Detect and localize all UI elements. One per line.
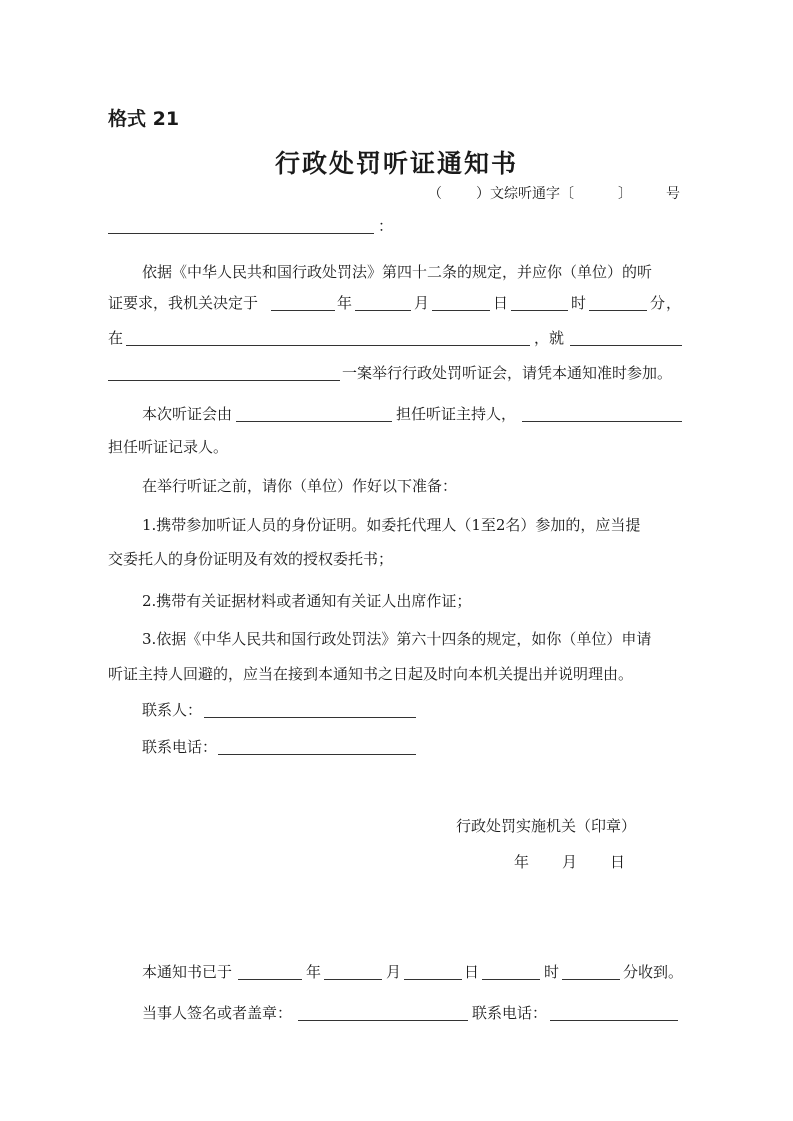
- party-signature-label: 当事人签名或者盖章：: [142, 1004, 293, 1022]
- paragraph-2-prefix: 本次听证会由: [142, 405, 233, 423]
- unit-month: 月: [414, 294, 430, 312]
- hearing-year-blank[interactable]: [271, 310, 335, 311]
- receipt-hour-blank[interactable]: [482, 979, 540, 980]
- paragraph-2-line-2: 担任听证记录人。: [108, 438, 229, 456]
- hearing-location-blank[interactable]: [126, 345, 530, 346]
- receipt-unit-month: 月: [386, 963, 402, 981]
- phone-label: 联系电话：: [142, 738, 218, 756]
- unit-day: 日: [493, 294, 509, 312]
- receipt-unit-year: 年: [306, 963, 322, 981]
- party-signature-blank[interactable]: [298, 1020, 468, 1021]
- doc-number-type: ）文综听通字〔: [476, 186, 574, 202]
- paragraph-1-line-3-prefix: 在: [108, 329, 124, 347]
- receipt-prefix: 本通知书已于: [142, 963, 233, 981]
- recorder-name-blank[interactable]: [522, 421, 682, 422]
- hearing-month-blank[interactable]: [355, 310, 411, 311]
- paragraph-1-line-1: 依据《中华人民共和国行政处罚法》第四十二条的规定，并应你（单位）的听: [142, 263, 653, 281]
- receipt-unit-hour: 时: [544, 963, 560, 981]
- authority-seal: 行政处罚实施机关（印章）: [456, 817, 637, 835]
- receipt-minute-blank[interactable]: [562, 979, 620, 980]
- hearing-day-blank[interactable]: [432, 310, 490, 311]
- contact-blank[interactable]: [204, 717, 416, 718]
- signature-month: 月: [562, 853, 578, 871]
- phone-blank[interactable]: [218, 754, 416, 755]
- receipt-unit-day: 日: [464, 963, 480, 981]
- host-name-blank[interactable]: [236, 421, 392, 422]
- format-label: 格式 21: [108, 108, 180, 130]
- paragraph-1-line-4-suffix: 一案举行行政处罚听证会，请凭本通知准时参加。: [342, 364, 673, 382]
- addressee-colon: ：: [378, 217, 394, 235]
- contact-label: 联系人：: [142, 701, 203, 719]
- hearing-minute-blank[interactable]: [589, 310, 647, 311]
- receipt-day-blank[interactable]: [404, 979, 462, 980]
- paragraph-1-line-3-mid: ，就: [534, 329, 565, 347]
- unit-minute: 分: [650, 294, 666, 312]
- item-1-line-2: 交委托人的身份证明及有效的授权委托书；: [108, 550, 394, 568]
- unit-hour: 时: [571, 294, 587, 312]
- doc-number-paren-open: （: [428, 186, 442, 202]
- signature-year: 年: [514, 853, 530, 871]
- case-name-blank-1[interactable]: [570, 345, 682, 346]
- signature-day: 日: [610, 853, 626, 871]
- doc-number-suffix: 号: [666, 186, 680, 202]
- document-title: 行政处罚听证通知书: [274, 149, 518, 178]
- receipt-phone-label: 联系电话：: [472, 1004, 548, 1022]
- receipt-suffix: 分收到。: [623, 963, 684, 981]
- receipt-phone-blank[interactable]: [550, 1020, 678, 1021]
- case-name-blank-2[interactable]: [108, 380, 340, 381]
- paragraph-2-mid: 担任听证主持人，: [396, 405, 517, 423]
- addressee-blank[interactable]: [108, 233, 374, 234]
- line-2-comma: ，: [666, 294, 682, 312]
- hearing-hour-blank[interactable]: [511, 310, 568, 311]
- item-1-line-1: 1.携带参加听证人员的身份证明。如委托代理人（1至2名）参加的，应当提: [142, 516, 641, 534]
- receipt-year-blank[interactable]: [238, 979, 302, 980]
- receipt-month-blank[interactable]: [324, 979, 382, 980]
- paragraph-3: 在举行听证之前，请你（单位）作好以下准备：: [142, 477, 458, 495]
- paragraph-1-line-2-prefix: 证要求，我机关决定于: [108, 294, 259, 312]
- doc-number-bracket-close: 〕: [618, 186, 632, 202]
- unit-year: 年: [337, 294, 353, 312]
- item-3-line-1: 3.依据《中华人民共和国行政处罚法》第六十四条的规定，如你（单位）申请: [142, 630, 652, 648]
- item-3-line-2: 听证主持人回避的，应当在接到本通知书之日起及时向本机关提出并说明理由。: [108, 665, 634, 683]
- item-2: 2.携带有关证据材料或者通知有关证人出席作证；: [142, 592, 472, 610]
